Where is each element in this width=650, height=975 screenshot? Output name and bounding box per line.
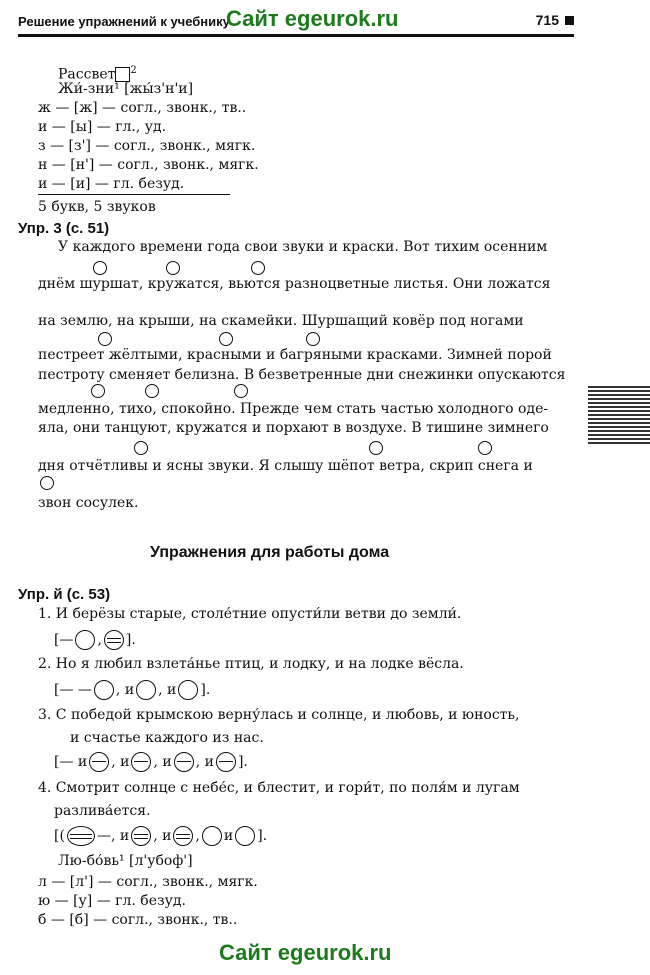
- phonetic-row: и — [и] — гл. безуд.: [38, 176, 185, 192]
- ending-circle-mark: [219, 332, 233, 346]
- circle-symbol: [94, 680, 114, 700]
- scheme-text: , и: [111, 754, 130, 770]
- phonetic-row: ю — [у] — гл. безуд.: [38, 893, 186, 909]
- text-line: звон сосулек.: [38, 495, 139, 511]
- scheme-text: [(: [54, 828, 65, 844]
- circle-symbol: [174, 752, 194, 772]
- scheme-text: , и: [153, 828, 172, 844]
- exercise-label: Упр. 3 (с. 51): [18, 220, 110, 237]
- text-line: медленно, тихо, спокойно. Прежде чем стать частью холодного оде-: [38, 401, 549, 417]
- phonetic-row: ж — [ж] — согл., звонк., тв..: [38, 100, 247, 116]
- ending-circle-mark: [145, 384, 159, 398]
- circle-symbol: [131, 752, 151, 772]
- summary: 5 букв, 5 звуков: [38, 199, 156, 215]
- sentence: 4. Смотрит солнце с небе́с, и блестит, и гори́т, по поля́м и лугам: [38, 780, 520, 796]
- sentence-scheme: [54, 826, 267, 846]
- phonetic-row: н — [н'] — согл., звонк., мягк.: [38, 157, 259, 173]
- scheme-text: и: [119, 828, 130, 844]
- page-header: [18, 8, 574, 37]
- scheme-text: , и: [153, 754, 172, 770]
- circle-symbol: [173, 826, 193, 846]
- scheme-text: ].: [257, 828, 268, 844]
- sentence-scheme: [54, 680, 210, 700]
- phonetic-word: Лю-бо́вь¹ [л'убоф']: [58, 853, 193, 869]
- scheme-text: —,: [96, 828, 116, 844]
- ending-circle-mark: [306, 332, 320, 346]
- circle-symbol: [136, 680, 156, 700]
- sentence-scheme: [54, 630, 136, 650]
- scheme-text: ].: [125, 632, 136, 648]
- text-line: У каждого времени года свои звуки и краски. Вот тихим осенним: [58, 239, 548, 255]
- scheme-text: , и: [158, 682, 177, 698]
- sentence: 2. Но я любил взлета́нье птиц, и лодку, и на лодке вёсла.: [38, 656, 464, 672]
- text-line: днём шуршат, кружатся, вьются разноцветные листья. Они ложатся: [38, 276, 551, 292]
- sentence: 1. И берёзы старые, столе́тние опусти́ли ветви до земли́.: [38, 606, 462, 622]
- scheme-text: [— —: [54, 682, 92, 698]
- circle-symbol: [131, 826, 151, 846]
- text-line: яла, они танцуют, кружатся и порхают в воздухе. В тишине зимнего: [38, 420, 549, 436]
- scheme-text: , и: [195, 754, 214, 770]
- circle-symbol: [235, 826, 255, 846]
- scheme-text: ,: [195, 828, 200, 844]
- side-thumb-tab: [588, 386, 650, 444]
- sentence: и счастье каждого из нас.: [70, 730, 264, 746]
- circle-symbol: [67, 826, 95, 846]
- circle-symbol: [89, 752, 109, 772]
- ending-circle-mark: [251, 261, 265, 275]
- word-text: Рассвет: [58, 66, 116, 83]
- scheme-text: ].: [237, 754, 248, 770]
- scheme-text: [—: [54, 632, 74, 648]
- ending-circle-mark: [40, 476, 54, 490]
- ending-circle-mark: [166, 261, 180, 275]
- footer-site-watermark: Сайт egeurok.ru: [219, 940, 392, 965]
- ending-circle-mark: [369, 441, 383, 455]
- exercise-label: Упр. й (с. 53): [18, 586, 111, 603]
- sentence-scheme: [54, 752, 248, 772]
- scheme-text: [— и: [54, 754, 88, 770]
- circle-symbol: [202, 826, 222, 846]
- ending-circle-mark: [93, 261, 107, 275]
- ending-circle-mark: [134, 441, 148, 455]
- site-watermark: Сайт egeurok.ru: [226, 6, 399, 31]
- section-title: Упражнения для работы дома: [150, 544, 390, 561]
- divider: [38, 194, 230, 195]
- phonetic-row: б — [б] — согл., звонк., тв..: [38, 912, 238, 928]
- scheme-text: ,: [97, 632, 102, 648]
- ending-sup: 2: [130, 65, 137, 76]
- text-line: на землю, на крыши, на скамейки. Шуршащий ковёр под ногами: [38, 313, 524, 329]
- text-line: пестреет жёлтыми, красными и багряными красками. Зимней порой: [38, 347, 552, 363]
- header-title: Решение упражнений к учебнику: [18, 14, 230, 29]
- phonetic-row: л — [л'] — согл., звонк., мягк.: [38, 874, 258, 890]
- text-line: дня отчётливы и ясны звуки. Я слышу шёпот ветра, скрип снега и: [38, 458, 533, 474]
- circle-symbol: [178, 680, 198, 700]
- circle-symbol: [75, 630, 95, 650]
- scheme-text: и: [223, 828, 234, 844]
- page-number: 715: [536, 12, 574, 28]
- scheme-text: ].: [200, 682, 211, 698]
- sentence: 3. С победой крымскою верну́лась и солнце, и любовь, и юность,: [38, 707, 520, 723]
- circle-symbol: [104, 630, 124, 650]
- ending-circle-mark: [98, 332, 112, 346]
- phonetic-row: и — [ы] — гл., уд.: [38, 119, 167, 135]
- ending-circle-mark: [91, 384, 105, 398]
- circle-symbol: [216, 752, 236, 772]
- text-line: пестроту сменяет белизна. В безветренные дни снежинки опускаются: [38, 367, 566, 383]
- sentence: разлива́ется.: [54, 803, 151, 819]
- ending-circle-mark: [478, 441, 492, 455]
- ending-circle-mark: [234, 384, 248, 398]
- scheme-text: , и: [115, 682, 135, 698]
- phonetic-word: Жи́-зни¹ [жы́з'н'и]: [58, 81, 194, 97]
- phonetic-row: з — [з'] — согл., звонк., мягк.: [38, 138, 256, 154]
